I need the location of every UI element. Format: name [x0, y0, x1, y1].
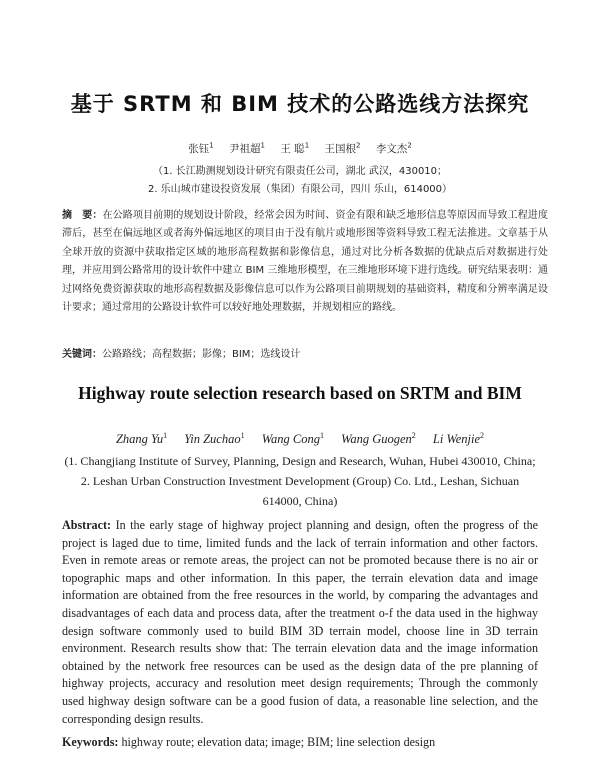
- chinese-keywords: [62, 345, 548, 360]
- cn-author: 尹祖超$^1$: [229, 141, 265, 155]
- chinese-title: 基于 SRTM 和 BIM 技术的公路选线方法探究: [70, 92, 530, 116]
- chinese-affiliation-1: （1. 长江勘测规划设计研究有限责任公司，湖北 武汉，430010；: [152, 166, 448, 177]
- en-author: Wang Cong$^1$: [261, 431, 324, 447]
- english-affiliation: (1. Changjiang Institute of Survey, Planning, Design and Research, Wuhan, Hubei 430010, China; 2. Leshan Urban Construction Investment Development (Group) Co. Ltd., Leshan, Sichuan 614000, China): [64, 454, 536, 508]
- en-author: Wang Guogen$^2$: [341, 431, 416, 447]
- english-abstract-label: Abstract:: [62, 518, 112, 532]
- en-author: Yin Zuchao$^1$: [184, 431, 245, 447]
- english-keywords-text: highway route; elevation data; image; BIM; line selection design: [121, 735, 436, 749]
- english-title: Highway route selection research based on SRTM and BIM: [78, 383, 522, 403]
- chinese-abstract-text: 在公路项目前期的规划设计阶段，经常会因为时间、资金有限和缺乏地形信息等原因而导致工程进度滞后，甚至在偏远地区或者海外偏远地区的项目由于没有航片或地形图等资料导致工程无法推进。文章基于从全球开放的资源中获取指定区域的地形高程数据和影像信息，通过对比分析各数据的优缺点后对数据进行处理，并应用到公路常用的设计软件中建立 BIM 三维地形模型，在三维地形环境下进行选线。研究结果表明：通过网络免费资源获取的地形高程数据及影像信息可以作为公路项目前期规划的基础资料，精度和分辨率满足设计要求；通过常用的公路设计软件可以较好地处理数据，并规划相应的路线。: [62, 210, 549, 314]
- cn-author: 王 聪$^1$: [280, 141, 310, 155]
- en-author: Li Wenjie$^2$: [432, 431, 485, 447]
- chinese-keywords-label: 关键词：: [62, 349, 102, 360]
- english-abstract: [62, 517, 538, 728]
- english-authors: [0, 431, 600, 447]
- cn-author: 李文杰$^2$: [375, 141, 412, 155]
- chinese-affiliation-2: 2. 乐山城市建设投资发展（集团）有限公司，四川 乐山，614000）: [147, 184, 453, 195]
- chinese-authors: [0, 141, 600, 156]
- english-keywords-label: Keywords:: [62, 735, 119, 749]
- chinese-abstract: [62, 207, 548, 317]
- english-abstract-text: In the early stage of highway project planning and design, often the progress of the project is laged due to time, limited funds and the lack of terrain information and other factors. Even in remote areas or remote areas, the project can not be promoted because there is no air or topographic maps and other information. In this paper, the terrain elevation data and image information are obtained from the free resources in the world, by comparing the advantages and disadvantages of each data and process data, after the treatment o-f the data used in the highway design software commonly used to build BIM 3D terrain model, choose line in 3D terrain environment. Research results show that: The terrain elevation data and the image information obtained by the network free resources can be used as the design data of the pre planning of highway projects, accuracy and resolution meet design requirements; Through the commonly used highway design software can be a good fusion of data, a reasonable line selection, and the corresponding design results.: [62, 518, 538, 726]
- en-author: Zhang Yu$^1$: [115, 431, 168, 447]
- cn-author: 张钰$^1$: [188, 141, 214, 155]
- chinese-keywords-text: 公路路线；高程数据；影像；BIM；选线设计: [102, 349, 301, 360]
- english-keywords: [62, 735, 538, 750]
- chinese-abstract-label: 摘 要：: [62, 210, 103, 221]
- cn-author: 王国根$^2$: [324, 141, 361, 155]
